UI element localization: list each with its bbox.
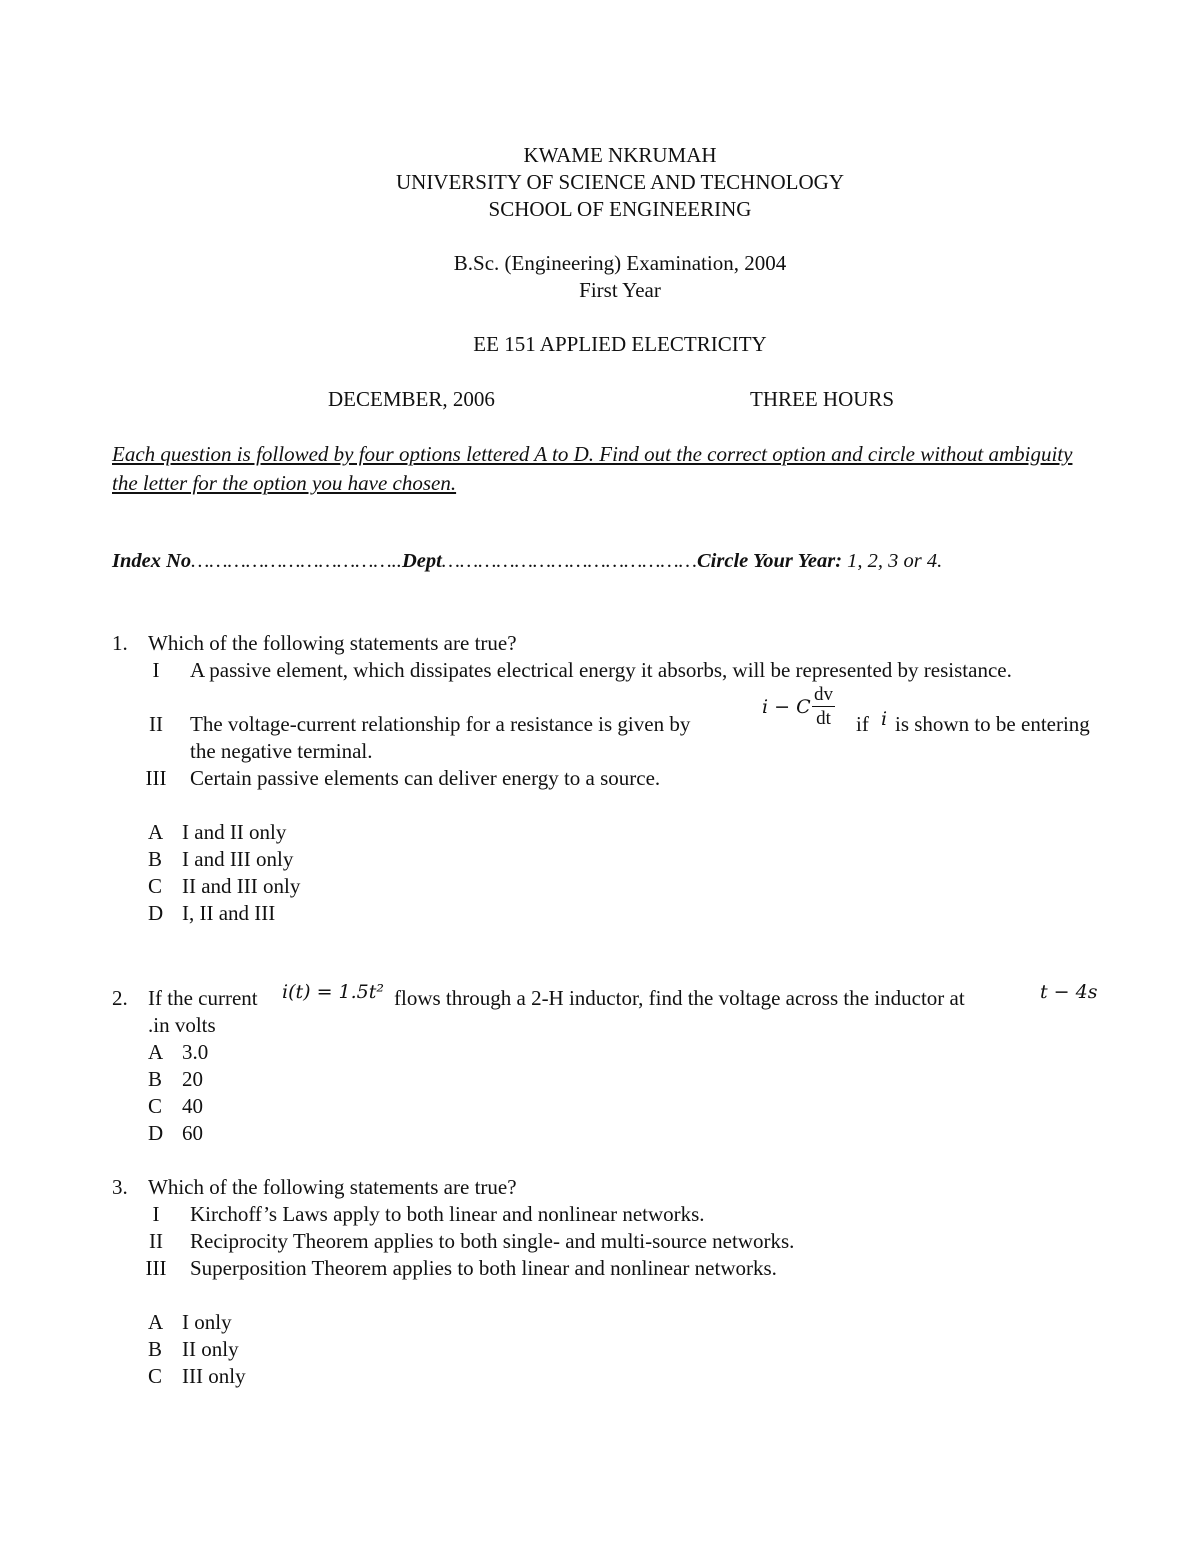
statement-numeral: III: [145, 766, 167, 790]
index-row: [112, 548, 1122, 575]
question-1: [112, 630, 1122, 927]
statement-iii: [112, 1255, 1122, 1282]
exam-header: [0, 142, 1200, 358]
option-a: [112, 1309, 1122, 1336]
equation-current: i(t) = 1.5t²: [282, 981, 385, 1003]
statement-text: Certain passive elements can deliver energy to a source.: [190, 766, 661, 790]
instructions: Each question is followed by four options lettered A to D. Find out the correct option and circle without ambiguity the letter for the option you have chosen.: [112, 442, 1073, 495]
option-b: [112, 846, 1122, 873]
fraction-numerator: dv: [814, 684, 833, 705]
option-text: I and II only: [182, 820, 287, 844]
option-letter[interactable]: C: [148, 1364, 163, 1388]
dept-field[interactable]: ……………………………………: [441, 550, 697, 572]
option-b: [112, 1336, 1122, 1363]
option-d: [112, 900, 1122, 927]
option-text: 3.0: [182, 1040, 209, 1064]
statement-numeral: II: [149, 1229, 163, 1253]
statement-i: [112, 657, 1122, 684]
circle-year-label: Circle Your Year:: [697, 550, 843, 572]
option-a: [112, 1039, 1122, 1066]
option-text: I only: [182, 1310, 232, 1334]
equation-time: t − 4s: [1040, 981, 1098, 1003]
question-text-end: .in volts: [148, 1013, 216, 1037]
statement-text: A passive element, which dissipates electrical energy it absorbs, will be represented by resistance.: [190, 658, 1012, 682]
statement-text-if: if: [856, 712, 869, 736]
question-text: Which of the following statements are true?: [148, 1175, 517, 1199]
statement-ii: [112, 1228, 1122, 1255]
index-label: Index No: [112, 550, 192, 572]
option-letter[interactable]: B: [148, 1067, 163, 1091]
year-options[interactable]: 1, 2, 3 or 4.: [842, 550, 943, 572]
statement-numeral: II: [149, 712, 163, 736]
question-text: If the current: [148, 986, 258, 1010]
option-c: [112, 873, 1122, 900]
exam-year-level: First Year: [579, 278, 661, 302]
statement-text: the negative terminal.: [190, 739, 373, 763]
statement-text: Kirchoff’s Laws apply to both linear and nonlinear networks.: [190, 1202, 705, 1226]
option-text: 20: [182, 1067, 203, 1091]
statement-text: The voltage-current relationship for a resistance is given by: [190, 712, 691, 736]
variable-i: i: [881, 708, 888, 730]
school-name: SCHOOL OF ENGINEERING: [488, 197, 752, 221]
statement-numeral: I: [152, 1202, 160, 1226]
exam-title: B.Sc. (Engineering) Examination, 2004: [453, 251, 787, 275]
option-b: [112, 1066, 1122, 1093]
option-letter[interactable]: B: [148, 1337, 163, 1361]
dept-label: Dept: [401, 550, 442, 572]
option-text: II only: [182, 1337, 239, 1361]
option-letter[interactable]: A: [148, 820, 164, 844]
statement-numeral: I: [152, 658, 160, 682]
option-text: 40: [182, 1094, 203, 1118]
option-letter[interactable]: D: [148, 901, 164, 925]
course-title: EE 151 APPLIED ELECTRICITY: [473, 332, 767, 356]
option-c: [112, 1093, 1122, 1120]
option-text: II and III only: [182, 874, 301, 898]
index-field[interactable]: ……………………………..: [191, 550, 402, 572]
question-text-cont: flows through a 2-H inductor, find the voltage across the inductor at: [394, 986, 965, 1010]
option-text: I, II and III: [182, 901, 276, 925]
question-number: 1.: [112, 631, 128, 655]
option-letter[interactable]: A: [148, 1040, 164, 1064]
university-name-line1: KWAME NKRUMAH: [523, 143, 717, 167]
exam-duration: THREE HOURS: [750, 387, 895, 411]
option-letter[interactable]: C: [148, 874, 163, 898]
equation-fraction: [812, 684, 835, 731]
question-number: 3.: [112, 1175, 128, 1199]
option-letter[interactable]: B: [148, 847, 163, 871]
date-duration-row: [0, 386, 1200, 413]
equation-lhs: i − C: [762, 696, 811, 718]
statement-i: [112, 1201, 1122, 1228]
option-c: [112, 1363, 1122, 1390]
option-text: I and III only: [182, 847, 294, 871]
question-text: Which of the following statements are true?: [148, 631, 517, 655]
option-text: 60: [182, 1121, 203, 1145]
exam-date: DECEMBER, 2006: [328, 387, 495, 411]
option-d: [112, 1120, 1122, 1147]
statement-text-cont: is shown to be entering: [895, 712, 1090, 736]
statement-text: Reciprocity Theorem applies to both single- and multi-source networks.: [190, 1229, 795, 1253]
fraction-denominator: dt: [816, 708, 831, 729]
option-text: III only: [182, 1364, 246, 1388]
statement-ii-cont: [112, 738, 1122, 765]
question-number: 2.: [112, 986, 128, 1010]
question-2: [112, 981, 1122, 1147]
statement-text: Superposition Theorem applies to both linear and nonlinear networks.: [190, 1256, 777, 1280]
university-name-line2: UNIVERSITY OF SCIENCE AND TECHNOLOGY: [395, 170, 844, 194]
option-a: [112, 819, 1122, 846]
option-letter[interactable]: D: [148, 1121, 164, 1145]
question-3: [112, 1174, 1122, 1390]
option-letter[interactable]: C: [148, 1094, 163, 1118]
statement-iii: [112, 765, 1122, 792]
statement-ii: [112, 684, 1122, 738]
statement-numeral: III: [145, 1256, 167, 1280]
option-letter[interactable]: A: [148, 1310, 164, 1334]
